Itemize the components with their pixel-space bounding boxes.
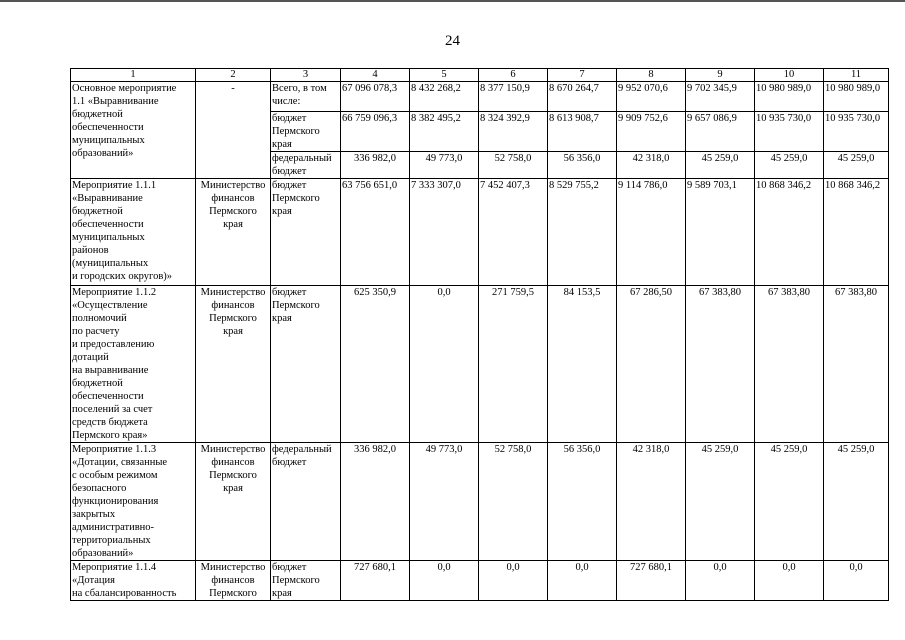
- cell-line: бюджет: [272, 166, 307, 177]
- funding-source-cell: [271, 443, 341, 561]
- column-number-9: 9: [686, 69, 755, 82]
- cell-line: полномочий: [72, 313, 127, 324]
- amount-cell: 45 259,0: [824, 443, 889, 561]
- amount-cell: 66 759 096,3: [341, 112, 410, 152]
- amount-cell: 67 383,80: [755, 286, 824, 443]
- cell-line: закрытых: [72, 509, 116, 520]
- cell-line: образований»: [72, 148, 134, 159]
- amount-cell: 67 383,80: [824, 286, 889, 443]
- amount-cell: 84 153,5: [548, 286, 617, 443]
- cell-line: поселений за счет: [72, 404, 153, 415]
- column-number-6: 6: [479, 69, 548, 82]
- cell-line: бюджетной: [72, 109, 123, 120]
- cell-line: с особым режимом: [72, 470, 158, 481]
- column-number-3: 3: [271, 69, 341, 82]
- funding-source-cell: [271, 286, 341, 443]
- amount-cell: 10 980 989,0: [824, 82, 889, 112]
- cell-line: Пермского: [272, 575, 320, 586]
- amount-cell: 271 759,5: [479, 286, 548, 443]
- amount-cell: 8 529 755,2: [548, 179, 617, 286]
- amount-cell: 9 589 703,1: [686, 179, 755, 286]
- cell-line: Мероприятие 1.1.1: [72, 180, 157, 191]
- cell-line: муниципальных: [72, 232, 145, 243]
- activity-name-cell: [71, 286, 196, 443]
- cell-line: бюджет: [272, 457, 307, 468]
- amount-cell: 52 758,0: [479, 152, 548, 179]
- activity-name-cell: [71, 179, 196, 286]
- cell-line: края: [272, 139, 292, 150]
- budget-table: [70, 68, 889, 601]
- cell-line: Мероприятие 1.1.3: [72, 444, 157, 455]
- amount-cell: 67 286,50: [617, 286, 686, 443]
- amount-cell: 336 982,0: [341, 443, 410, 561]
- cell-line: Мероприятие 1.1.2: [72, 287, 157, 298]
- cell-line: -: [231, 83, 235, 94]
- cell-line: Министерство: [200, 180, 266, 191]
- cell-line: числе:: [272, 96, 301, 107]
- cell-line: финансов: [211, 193, 255, 204]
- amount-cell: 42 318,0: [617, 443, 686, 561]
- amount-cell: 0,0: [686, 561, 755, 601]
- executor-cell: [196, 561, 271, 601]
- amount-cell: 45 259,0: [755, 152, 824, 179]
- amount-cell: 67 096 078,3: [341, 82, 410, 112]
- amount-cell: 56 356,0: [548, 152, 617, 179]
- cell-line: Основное мероприятие: [72, 83, 177, 94]
- cell-line: Пермского: [209, 313, 257, 324]
- activity-name-cell: [71, 82, 196, 179]
- cell-line: Пермского: [272, 126, 320, 137]
- cell-line: «Осуществление: [72, 300, 148, 311]
- amount-cell: 0,0: [410, 561, 479, 601]
- amount-cell: 0,0: [755, 561, 824, 601]
- amount-cell: 10 868 346,2: [824, 179, 889, 286]
- cell-line: края: [223, 219, 243, 230]
- amount-cell: 10 935 730,0: [755, 112, 824, 152]
- amount-cell: 8 613 908,7: [548, 112, 617, 152]
- cell-line: федеральный: [272, 444, 332, 455]
- cell-line: муниципальных: [72, 135, 145, 146]
- amount-cell: 8 670 264,7: [548, 82, 617, 112]
- cell-line: функционирования: [72, 496, 159, 507]
- executor-cell: [196, 286, 271, 443]
- amount-cell: 67 383,80: [686, 286, 755, 443]
- cell-line: безопасного: [72, 483, 127, 494]
- cell-line: 1.1 «Выравнивание: [72, 96, 159, 107]
- table-row: [71, 179, 889, 286]
- amount-cell: 9 702 345,9: [686, 82, 755, 112]
- cell-line: по расчету: [72, 326, 120, 337]
- executor-cell: [196, 82, 271, 179]
- cell-line: на выравнивание: [72, 365, 149, 376]
- cell-line: края: [223, 326, 243, 337]
- cell-line: образований»: [72, 548, 134, 559]
- column-number-1: 1: [71, 69, 196, 82]
- funding-source-cell: [271, 82, 341, 112]
- cell-line: бюджет: [272, 113, 307, 124]
- amount-cell: 8 432 268,2: [410, 82, 479, 112]
- amount-cell: 56 356,0: [548, 443, 617, 561]
- cell-line: Мероприятие 1.1.4: [72, 562, 157, 573]
- amount-cell: 625 350,9: [341, 286, 410, 443]
- cell-line: (муниципальных: [72, 258, 149, 269]
- table-row: [71, 443, 889, 561]
- cell-line: Пермского: [209, 588, 257, 599]
- column-number-8: 8: [617, 69, 686, 82]
- cell-line: Министерство: [200, 562, 266, 573]
- table-row: [71, 561, 889, 601]
- cell-line: Пермского: [272, 300, 320, 311]
- amount-cell: 9 114 786,0: [617, 179, 686, 286]
- column-number-4: 4: [341, 69, 410, 82]
- amount-cell: 0,0: [410, 286, 479, 443]
- amount-cell: 63 756 651,0: [341, 179, 410, 286]
- funding-source-cell: [271, 152, 341, 179]
- column-number-10: 10: [755, 69, 824, 82]
- cell-line: Пермского: [209, 206, 257, 217]
- amount-cell: 8 377 150,9: [479, 82, 548, 112]
- amount-cell: 52 758,0: [479, 443, 548, 561]
- cell-line: «Выравнивание: [72, 193, 143, 204]
- cell-line: финансов: [211, 300, 255, 311]
- page-number: 24: [445, 33, 460, 49]
- cell-line: бюджет: [272, 180, 307, 191]
- cell-line: обеспеченности: [72, 122, 144, 133]
- activity-name-cell: [71, 443, 196, 561]
- cell-line: и городских округов)»: [72, 271, 173, 282]
- cell-line: средств бюджета: [72, 417, 148, 428]
- amount-cell: 49 773,0: [410, 443, 479, 561]
- amount-cell: 42 318,0: [617, 152, 686, 179]
- cell-line: края: [272, 206, 292, 217]
- amount-cell: 0,0: [824, 561, 889, 601]
- cell-line: районов: [72, 245, 109, 256]
- cell-line: обеспеченности: [72, 391, 144, 402]
- amount-cell: 336 982,0: [341, 152, 410, 179]
- amount-cell: 49 773,0: [410, 152, 479, 179]
- amount-cell: 0,0: [479, 561, 548, 601]
- page-top-rule: [0, 0, 905, 2]
- cell-line: финансов: [211, 575, 255, 586]
- cell-line: Пермского края»: [72, 430, 148, 441]
- executor-cell: [196, 443, 271, 561]
- cell-line: территориальных: [72, 535, 151, 546]
- cell-line: бюджет: [272, 562, 307, 573]
- cell-line: края: [223, 483, 243, 494]
- column-number-7: 7: [548, 69, 617, 82]
- cell-line: Пермского: [209, 470, 257, 481]
- amount-cell: 7 452 407,3: [479, 179, 548, 286]
- amount-cell: 45 259,0: [824, 152, 889, 179]
- activity-name-cell: [71, 561, 196, 601]
- cell-line: «Дотация: [72, 575, 115, 586]
- column-number-2: 2: [196, 69, 271, 82]
- funding-source-cell: [271, 561, 341, 601]
- amount-cell: 7 333 307,0: [410, 179, 479, 286]
- amount-cell: 9 909 752,6: [617, 112, 686, 152]
- funding-source-cell: [271, 179, 341, 286]
- cell-line: бюджет: [272, 287, 307, 298]
- cell-line: административно-: [72, 522, 155, 533]
- cell-line: края: [272, 313, 292, 324]
- cell-line: «Дотации, связанные: [72, 457, 168, 468]
- column-number-11: 11: [824, 69, 889, 82]
- amount-cell: 45 259,0: [686, 443, 755, 561]
- cell-line: Пермского: [272, 193, 320, 204]
- column-number-5: 5: [410, 69, 479, 82]
- amount-cell: 10 980 989,0: [755, 82, 824, 112]
- cell-line: бюджетной: [72, 206, 123, 217]
- amount-cell: 8 382 495,2: [410, 112, 479, 152]
- cell-line: на сбалансированность: [72, 588, 177, 599]
- amount-cell: 0,0: [548, 561, 617, 601]
- cell-line: и предоставлению: [72, 339, 155, 350]
- amount-cell: 10 935 730,0: [824, 112, 889, 152]
- amount-cell: 727 680,1: [341, 561, 410, 601]
- amount-cell: 9 952 070,6: [617, 82, 686, 112]
- amount-cell: 9 657 086,9: [686, 112, 755, 152]
- cell-line: края: [272, 588, 292, 599]
- amount-cell: 727 680,1: [617, 561, 686, 601]
- cell-line: Министерство: [200, 444, 266, 455]
- header-row: [71, 69, 889, 82]
- amount-cell: 45 259,0: [686, 152, 755, 179]
- cell-line: финансов: [211, 457, 255, 468]
- cell-line: бюджетной: [72, 378, 123, 389]
- amount-cell: 10 868 346,2: [755, 179, 824, 286]
- cell-line: обеспеченности: [72, 219, 144, 230]
- table-row: [71, 82, 889, 112]
- amount-cell: 8 324 392,9: [479, 112, 548, 152]
- table-row: [71, 286, 889, 443]
- cell-line: Всего, в том: [272, 83, 327, 94]
- cell-line: Министерство: [200, 287, 266, 298]
- executor-cell: [196, 179, 271, 286]
- funding-source-cell: [271, 112, 341, 152]
- cell-line: дотаций: [72, 352, 109, 363]
- cell-line: федеральный: [272, 153, 332, 164]
- amount-cell: 45 259,0: [755, 443, 824, 561]
